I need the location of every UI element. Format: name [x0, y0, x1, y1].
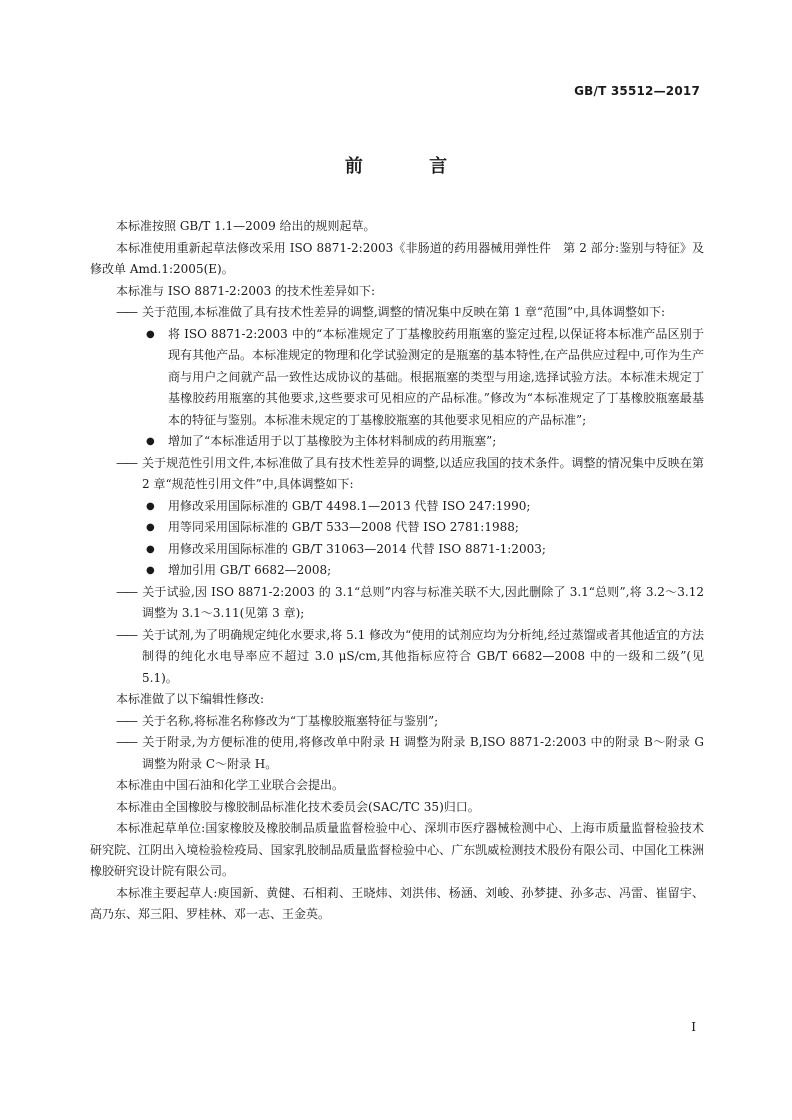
editorial-item [90, 711, 704, 733]
diff-item-text: 关于试验,因 ISO 8871-2:2003 的 3.1“总则”内容与标准关联不大,因此删除了 3.1“总则”,将 3.2～3.12 调整为 3.1～3.11(见第 3 章); [142, 584, 704, 620]
bullet-item [90, 560, 704, 582]
bullet-item-text: 增加引用 GB/T 6682—2008; [168, 563, 332, 577]
diff-item [90, 625, 704, 690]
paragraph: 本标准使用重新起草法修改采用 ISO 8871-2:2003《非肠道的药用器械用弹性件 第 2 部分:鉴别与特征》及修改单 Amd.1:2005(E)。 [90, 240, 704, 276]
diff-item-text: 关于范围,本标准做了具有技术性差异的调整,调整的情况集中反映在第 1 章“范围”中,具体调整如下: [142, 305, 666, 319]
bullet-item [90, 496, 704, 518]
diff-item-text: 关于试剂,为了明确规定纯化水要求,将 5.1 修改为“使用的试剂应均为分析纯,经过蒸馏或者其他适宜的方法制得的纯化水电导率应不超过 3.0 μS/cm,其他指标应符合 GB/T 6682—2008 中的一级和二级”(见 5.1)。 [142, 627, 704, 685]
bullet-item-text: 用修改采用国际标准的 GB/T 4498.1—2013 代替 ISO 247:1990; [168, 498, 531, 513]
diff-item [90, 302, 704, 324]
bullet-icon: ● [146, 436, 155, 447]
paragraph: 本标准做了以下编辑性修改: [116, 692, 265, 706]
bullet-item [90, 539, 704, 561]
bullet-item [90, 431, 704, 453]
paragraph: 本标准起草单位:国家橡胶及橡胶制品质量监督检验中心、深圳市医疗器械检测中心、上海市质量监督检验技术研究院、江阴出入境检验检疫局、国家乳胶制品质量监督检验中心、广东凯威检测技术股份有限公司、中国化工株洲橡胶研究设计院有限公司。 [90, 821, 704, 878]
bullet-item [90, 324, 704, 432]
bullet-item [90, 517, 704, 539]
diff-item-text: 关于规范性引用文件,本标准做了具有技术性差异的调整,以适应我国的技术条件。调整的情况集中反映在第 2 章“规范性引用文件”中,具体调整如下: [142, 455, 704, 491]
page-number: I [691, 1020, 696, 1034]
bullet-icon: ● [146, 543, 155, 555]
page-title: 前 言 [344, 156, 478, 177]
diff-item [90, 453, 704, 496]
dash-mark: —— [116, 713, 136, 728]
dash-mark: —— [116, 455, 136, 470]
paragraph: 本标准按照 GB/T 1.1—2009 给出的规则起草。 [116, 219, 376, 233]
editorial-item-text: 关于附录,为方便标准的使用,将修改单中附录 H 调整为附录 B,ISO 8871-2:2003 中的附录 B～附录 G 调整为附录 C～附录 H。 [142, 735, 704, 771]
dash-mark: —— [116, 627, 136, 642]
bullet-item-text: 将 ISO 8871-2:2003 中的“本标准规定了丁基橡胶药用瓶塞的鉴定过程,以保证将本标准产品区别于现有其他产品。本标准规定的物理和化学试验测定的是瓶塞的基本特性,在产品供应过程中,可作为生产商与用户之间就产品一致性达成协议的基础。根据瓶塞的类型与用途,选择试验方法。本标准未规定丁基橡胶药用瓶塞的其他要求,这些要求可见相应的产品标准。”修改为“本标准规定了丁基橡胶瓶塞最基本的特征与鉴别。本标准未规定的丁基橡胶瓶塞的其他要求见相应的产品标准”; [168, 326, 704, 427]
bullet-item-text: 用修改采用国际标准的 GB/T 31063—2014 代替 ISO 8871-1:2003; [168, 541, 546, 556]
dash-mark: —— [116, 305, 136, 319]
foreword-body [90, 216, 704, 926]
editorial-item [90, 732, 704, 775]
paragraph: 本标准主要起草人:庾国新、黄健、石相莉、王晓炜、刘洪伟、杨涵、刘峻、孙梦捷、孙多志、冯雷、崔留宇、高乃东、郑三阳、罗桂林、邓一志、王金英。 [90, 885, 704, 921]
bullet-item-text: 用等同采用国际标准的 GB/T 533—2008 代替 ISO 2781:1988; [168, 520, 519, 534]
bullet-icon: ● [146, 500, 155, 512]
diff-item [90, 582, 704, 625]
bullet-icon: ● [146, 328, 155, 340]
standard-code-header: GB/T 35512—2017 [574, 84, 700, 98]
paragraph: 本标准由全国橡胶与橡胶制品标准化技术委员会(SAC/TC 35)归口。 [116, 799, 480, 814]
paragraph: 本标准由中国石油和化学工业联合会提出。 [116, 778, 345, 792]
dash-mark: —— [116, 735, 136, 749]
dash-mark: —— [116, 584, 136, 599]
bullet-item-text: 增加了“本标准适用于以丁基橡胶为主体材料制成的药用瓶塞”; [168, 434, 497, 448]
editorial-item-text: 关于名称,将标准名称修改为“丁基橡胶瓶塞特征与鉴别”; [142, 713, 439, 728]
bullet-icon: ● [146, 565, 155, 576]
bullet-icon: ● [146, 522, 155, 533]
paragraph: 本标准与 ISO 8871-2:2003 的技术性差异如下: [116, 283, 376, 298]
